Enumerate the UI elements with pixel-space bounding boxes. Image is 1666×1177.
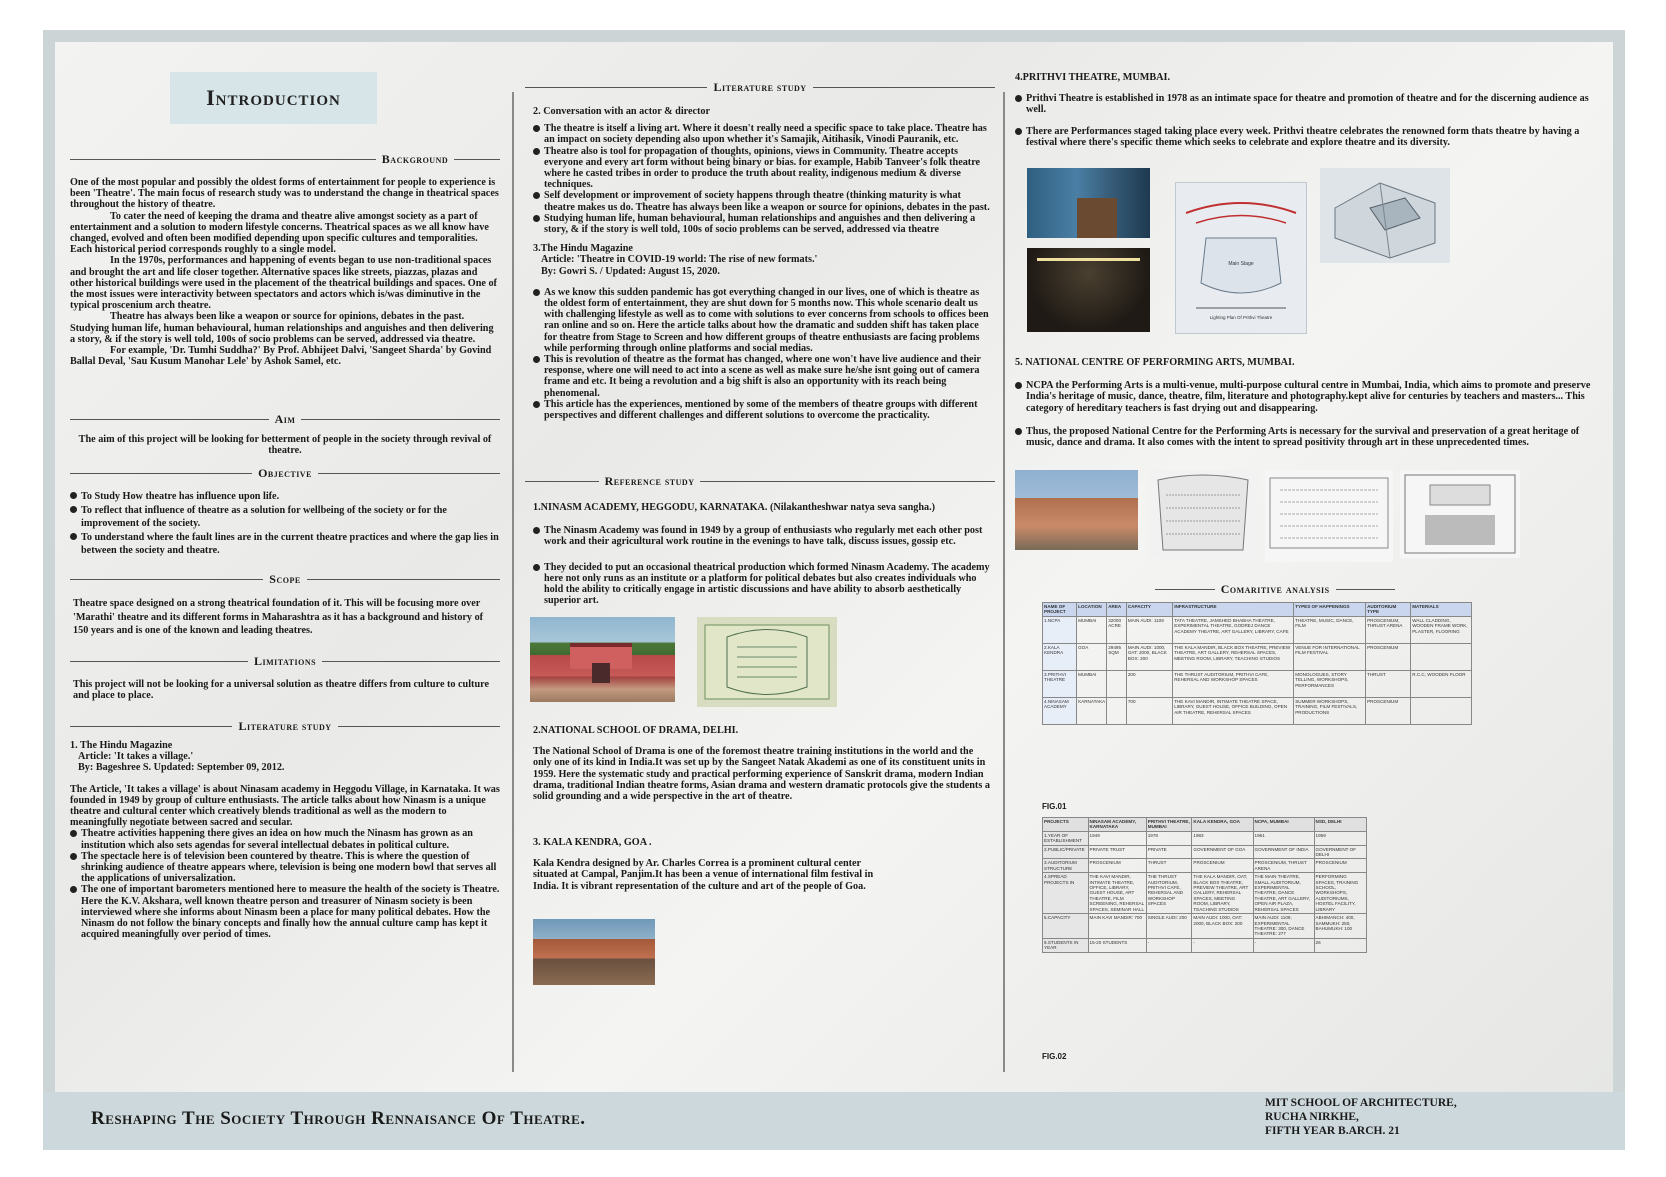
ref-r2-title: 2.NATIONAL SCHOOL OF DRAMA, DELHI. [533,725,739,736]
table-cell: THRUST [1366,670,1411,697]
stage-lights [1037,258,1140,261]
background-para: In the 1970s, performances and happening of events began to use non-traditional spaces and brought the art and life closer together. Alternative spaces like streets, piazzas, plazas and other historical buildings were used in the placement of the theatrical buildings and spaces. One of the most issues were interactivity between spectators and actors which is/was diminutive in the typical proscenium arch theatre. [70,255,497,312]
table-header-cell: KALA KENDRA, GOA [1192,818,1253,832]
table-cell: PROSCENIUM [1366,643,1411,670]
divider [338,726,500,727]
comparative-table-2 [1042,817,1367,953]
ncpa-text [1015,357,1605,448]
objective-item: To Study How theatre has influence upon life. [70,490,500,504]
ncpa-seating-plan-2 [1265,470,1393,562]
lit1-item: The spectacle here is of television been countered by theatre. This is where the question of shrinking audience of theatre appears where, television is being one modern bowl that serves all the applications of universalization. [70,851,500,885]
table-cell: 1961 [1253,831,1314,845]
table-header-cell: MATERIALS [1411,603,1472,617]
objective-heading-row [70,466,500,481]
table-cell: 1.YEAR OF ESTABLISHMENT [1043,831,1089,845]
table-cell: THE KALA MANDIR, BLACK BOX THEATRE, PREVIEW THEATRE, ART GALLERY, REHERSAL SPACES, MEETING ROOM, LIBRARY, TEACHING STUDIOS [1173,643,1294,670]
divider [301,419,500,420]
table-cell: THE THRUST AUDITORIUM, PRITHVI CAFE, REHERSAL AND WORKSHOP SPACES [1173,670,1294,697]
poster-footer [43,1092,1625,1150]
table-cell: GOVERNMENT OF DELHI [1314,845,1366,859]
comparative-table-1 [1042,602,1472,725]
divider [1155,589,1215,590]
prithvi-interior-photo [1027,248,1150,332]
table-cell: THE KAVI MANDIR, INTIMATE THEATRE, OFFICE, LIBRARY, GUEST HOUSE, ART THEATRE, FILM SCREENING, REHERSAL SPACES, SEMINAR HALL [1088,873,1146,914]
lit1-item: Theatre activities happening there gives an idea on how much the Ninasm has grown as an institution which also sets agendas for several intellectual debates in political culture. [70,828,500,850]
column-introduction [55,42,515,1092]
lit2-sub2: By: Gowri S. / Updated: August 15, 2020. [541,265,720,277]
table-cell: MAIN AUDI: 1000, OAT: 2000, BLACK BOX: 200 [1126,643,1172,670]
table-cell: GOVERNMENT OF INDIA [1253,845,1314,859]
table-cell: PERFORMING SPACES, TRAINING SCHOOL, WORKSHOPS, AUDITORIUMS, HOSTEL FACILITY, LIBRARY [1314,873,1366,914]
building-entrance [1077,198,1117,238]
divider [1336,589,1396,590]
table-cell: PROSCENIUM [1366,697,1411,724]
ref-r3-text: Kala Kendra designed by Ar. Charles Correa is a prominent cultural center situated at Campal, Panjim.It has been a venue of international film festival in India. It is vibrant representation of the culture and art of the people of Goa. [533,858,874,892]
objective-item: To reflect that influence of theatre as a solution for wellbeing of the society or for the improvement of the society. [70,504,500,531]
table-cell [1411,643,1472,670]
plan-svg [697,617,837,707]
lit2-item: This article has the experiences, mentioned by some of the members of theatre groups with different perspectives and different challenges and different solutions to overcome the practicality. [533,399,993,421]
fig-02-label: FIG.02 [1042,1052,1067,1061]
table-cell: MUMBAI [1077,616,1107,643]
ref-text-3 [533,837,893,892]
table-cell: - [1253,938,1314,952]
prithvi-title: 4.PRITHVI THEATRE, MUMBAI. [1015,72,1170,83]
ncpa-seating-plan-3 [1400,470,1520,558]
kala-kendra-photo [533,919,655,985]
lit1-heading: Literature study [238,719,332,733]
objective-item: To understand where the fault lines are in the current theatre practices and where the gap lies in between the society and theatre. [70,531,500,558]
table-cell: MAIN KAVI MANDIR: 700 [1088,914,1146,939]
seating-svg [1148,470,1258,558]
isometric-svg [1320,168,1450,263]
table-cell: 6.STUDENTS IN YEAR [1043,938,1089,952]
table-row [1043,616,1472,643]
table-header-cell: AREA [1107,603,1127,617]
plan-outline [705,625,829,699]
lighting-arc [1186,203,1296,213]
divider [318,473,500,474]
table-header-cell: INFRASTRUCTURE [1173,603,1294,617]
ncpa-item: Thus, the proposed National Centre for the Performing Arts is necessary for the survival and preservation of a great heritage of music, dance and drama. It also comes with the intent to spread positivity through art in these unprecedented times. [1015,426,1605,448]
stage-block [1430,485,1490,505]
column-divider [512,92,514,1072]
background-para: To cater the need of keeping the drama and theatre alive amongst society as a part of entertainment and a solution to modern lifestyle concerns. Theatrical spaces as we all know have changed, evolved and often been modified depending upon specific cultures and temporalities. Each historical period corresponds roughly to a single model. [70,210,489,256]
ref-r1-item: The Ninasm Academy was found in 1949 by a group of enthusiasts who regularly met each other post work and their agricultural work routine in the evenings to have talk, discuss issues, gossip etc. [533,525,993,547]
table-cell: 200 [1126,670,1172,697]
intro-title: Introduction [206,85,341,110]
fig-01-label: FIG.01 [1042,802,1067,811]
table-header-cell: LOCATION [1077,603,1107,617]
table-cell: 1.NCPA [1043,616,1077,643]
lit1-text [70,740,500,940]
ref-text-2 [533,725,993,802]
table-cell: 1959 [1314,831,1366,845]
table-row [1043,697,1472,724]
table-row [1043,938,1367,952]
table-cell: 26 [1314,938,1366,952]
lit2-sub2: 3.The Hindu Magazine [533,243,633,255]
table-cell: 1978 [1146,831,1192,845]
table-cell: 1983 [1192,831,1253,845]
table-cell: ABHIMANCH: 400, SAMMUKH: 250, BAHUMUKH: 100 [1314,914,1366,939]
lit2-sub1: 2. Conversation with an actor & director [533,106,711,117]
divider [70,159,376,160]
table-row [1043,845,1367,859]
table-cell: PROSCENIUM [1192,859,1253,873]
ninasm-academy-photo [530,617,675,702]
intro-title-box [170,72,377,124]
column-case-studies [1010,42,1610,1092]
table-cell [1107,670,1127,697]
table-cell [1107,697,1127,724]
table-cell: SUMMER WORKSHOPS, TRAINING, FILM FESTIVALS, PRODUCTIONS [1294,697,1366,724]
table-cell: PRIVATE [1146,845,1192,859]
column-literature [525,42,995,1092]
background-heading: Background [381,152,449,166]
aim-heading: Aim [274,412,296,426]
comparative-heading: Comaritive analysis [1220,582,1330,596]
poster-paper [55,42,1613,1092]
background-para: For example, 'Dr. Tumhi Suddha?' By Prof. Abhijeet Dalvi, 'Sangeet Sharda' by Govind Ballal Deval, 'Sau Kusum Manohar Lele' by Ashok Samel, etc. [70,345,492,368]
table-cell: THRUST [1146,859,1192,873]
poster-sheet [43,30,1625,1150]
table-cell: 4.SPREAD PROJECTS IN [1043,873,1089,914]
table-cell: PROSCENIUM, THRUST ARENA [1253,859,1314,873]
table-header-cell: PROJECTS [1043,818,1089,832]
scope-text: Theatre space designed on a strong theatrical foundation of it. This will be focusing more over 'Marathi' theatre and its different forms in Maharashtra as it has a background and history of 150 years and is one of the known and leading theatres. [73,598,484,636]
comparative-heading-row [1155,582,1475,597]
ref-r1-item: They decided to put an occasional theatrical production which formed Ninasm Academy. The academy here not only runs as an institute or a platform for political debates but also creates individuals who hold the ability to critically engage in artistic discussions and have ability to absorb aesthetically superior art. [533,562,993,607]
table-cell: 2.PUBLIC/PRIVATE [1043,845,1089,859]
ncpa-photo [1015,470,1138,550]
lit1-item: The one of important barometers mentioned here to measure the health of the society is Theatre. Here the K.V. Akshara, well known theatre person and treasurer of Ninasm society is been interviewed where she informs about Ninasm been a place for many political debates. How the Ninasm do not follow the binary concepts and finally how the annual culture camp has kept it acquired meaningfully over period of times. [70,884,500,940]
lit1-source: 1. The Hindu Magazine [70,740,173,751]
table-header-cell: NCPA, MUMBAI [1253,818,1314,832]
divider [70,419,269,420]
table-header-row [1043,603,1472,617]
background-para: Theatre has always been like a weapon or source for opinions, debates in the past. Studying human life, human behavioural, human relationships and anguishes and then delivering a story, & if the story is well told, 100s of socio problems can be served, addressed via theatre. [70,311,494,345]
limitations-text: This project will not be looking for a universal solution as theatre differs from culture to culture and place to place. [73,679,489,702]
lit2-item: This is revolution of theatre as the format has changed, where one won't have live audience and their response, where one will need to act into a scene as well as make sure he/she isnt going out of camera frame and etc. It being a revolution and a big shift is also an opportunity with its reach being phenomenal. [533,354,993,399]
table-cell: THE KALA MANDIR, OAT, BLACK BOX THEATRE, PREVIEW THEATRE, ART GALLERY, REHERSAL SPACES, MEETING ROOM, LIBRARY, TEACHING STUDIOS [1192,873,1253,914]
ncpa-seating-plan-1 [1148,470,1258,558]
project-title: Reshaping The Society Through Rennaisance Of Theatre. [91,1108,586,1129]
table-cell: PROSCENIUM, THRUST ARENA [1366,616,1411,643]
seating-svg [1265,470,1393,562]
limitations-heading: Limitations [253,654,317,668]
credits [1265,1096,1457,1138]
lit1-para: The Article, 'It takes a village' is about Ninasam academy in Heggodu Village, in Karnataka. It was founded in 1949 by group of culture enthusiasts. The article talks about how Ninasm is a unique theatre and cultural center which creatively blends traditional as well as the modern to meaningfully negotiate between sacred and secular. [70,783,500,829]
table-cell: - [1192,938,1253,952]
table-cell: 32000 ACRE [1107,616,1127,643]
table-cell: 4.NINASAM ACADEMY [1043,697,1077,724]
ref-heading: Reference study [604,474,695,488]
credit-line: RUCHA NIRKHE, [1265,1111,1359,1123]
objective-heading: Objective [258,466,312,480]
lighting-plan-svg [1176,183,1306,333]
plan-stage-label: Main Stage [1228,261,1254,267]
table-header-cell: AUDITORIUM TYPE [1366,603,1411,617]
table-row [1043,914,1367,939]
table-header-row [1043,818,1367,832]
table-cell: 15-20 STUDENTS [1088,938,1146,952]
table-cell: TATA THEATRE, JAMSHED BHABHA THEATRE, EXPERIMENTAL THEATRE, GODREJ DANCE ACADEMY THEATRE, ART GALLERY, LIBRARY, CAFE [1173,616,1294,643]
lit2-item: The theatre is itself a living art. Where it doesn't really need a specific space to take place. Theatre has an impact on society depending also upon whether it's Samajik, Aitihasik, Vinodi Pauranik, etc. [533,123,993,145]
lit2-item: As we know this sudden pandemic has got everything changed in our lives, one of which is theatre as the oldest form of entertainment, they are shut down for 5 months now. This whole scenario dealt us with challenging lifestyle as well as to come with solutions to ever concerns from schools to offices been ran online and so on. Here the article talks about how the dramatic and sudden shift has taken place for theatre from Stage to Screen and how different groups of theatre enthusiasts are facing problems while performing through online platforms and social medias. [533,287,993,354]
objective-list [70,490,500,558]
table-cell: THE KAVI MANDIR, INTIMATE THEATRE SPACE, LIBRARY, GUEST HOUSE, OFFICE BUILDING, OPEN AIR THEATRE, REHERSAL SPACES [1173,697,1294,724]
table-cell: SINGLE AUDI: 200 [1146,914,1192,939]
table-cell: R.C.C, WOODEN FLOOR [1411,670,1472,697]
table-cell: THEATRE, MUSIC, DANCE, FILM [1294,616,1366,643]
lit2-heading: Literature study [713,80,807,94]
prithvi-exterior-photo [1027,168,1150,238]
limitations-heading-row [70,654,500,669]
ninasm-plan-drawing [697,617,837,707]
table-header-cell: NINASAM ACADEMY, KARNATAKA [1088,818,1146,832]
table-cell: 2.KALA KENDRA [1043,643,1077,670]
aim-heading-row [70,412,500,427]
prithvi-text [1015,72,1605,148]
ref-r1-title: 1.NINASM ACADEMY, HEGGODU, KARNATAKA. (Nilakantheshwar natya seva sangha.) [533,502,936,513]
divider [70,473,252,474]
seat-block [1425,515,1495,545]
table-cell: PROSCENIUM [1314,859,1366,873]
ref-r3-title: 3. KALA KENDRA, GOA . [533,837,652,848]
prithvi-item: Prithvi Theatre is established in 1978 as an intimate space for theatre and promotion of theatre and for the discerning audience as well. [1015,93,1605,115]
table-cell: MAIN AUDI: 1109 [1126,616,1172,643]
lit2-heading-row [525,80,995,95]
table-row [1043,831,1367,845]
table-cell: WALL CLADDING, WOODEN FRAME WORK, PLASTER, FLOORING [1411,616,1472,643]
table-cell: 1949 [1088,831,1146,845]
divider [307,579,500,580]
divider [70,579,263,580]
ref-text-1 [533,502,993,606]
seating-svg [1400,470,1520,558]
lit1-heading-row [70,719,500,734]
ncpa-title: 5. NATIONAL CENTRE OF PERFORMING ARTS, MUMBAI. [1015,357,1295,368]
table-header-cell: PRITHVI THEATRE, MUMBAI [1146,818,1192,832]
ref-r2-text: The National School of Drama is one of the foremost theatre training institutions in the world and the only one of its kind in India.It was set up by the Sangeet Natak Akademi as one of its constituent units in 1959. Here the systematic study and practical performing experience of Sanskrit drama, modern Indian drama, traditional Indian theatre forms, Asian drama and western dramatic protocols give the students a solid grounding and a wide perspective in the art of theatre. [533,746,990,803]
ncpa-item: NCPA the Performing Arts is a multi-venue, multi-purpose cultural centre in Mumbai, India, which aims to promote and preserve India's heritage of music, dance, theatre, film, literature and photography.kept alive for centuries by teachers and masters... This category of hereditary teachers is fast drying out and disappearing. [1015,380,1605,414]
table-row [1043,643,1472,670]
lit2-item: Self development or improvement of society happens through theatre (thinking maturity is what theatre makes us do. Theatre has always been like a weapon or source for opinions, debates in the past. [533,190,993,212]
divider [70,726,232,727]
lit2-item: Theatre also is tool for propagation of thoughts, opinions, views in Community. Theatre accepts everyone and every art form without being binary or bias. for example, Habib Tanveer's folk theatre where he casted tribes in order to produce the truth about reality, indigenous medium & diverse techniques. [533,146,993,191]
table-row [1043,670,1472,697]
divider [454,159,500,160]
table-cell: GOVERNMENT OF GOA [1192,845,1253,859]
lit1-source: By: Bageshree S. Updated: September 09, 2012. [78,762,285,774]
divider [525,481,599,482]
table-row [1043,873,1367,914]
column-divider [1003,92,1005,1072]
table-header-cell: TYPES OF HAPPENINGS [1294,603,1366,617]
table-cell: 700 [1126,697,1172,724]
lit1-source: Article: 'It takes a village.' [78,751,194,763]
background-heading-row [70,152,500,167]
aim-text: The aim of this project will be looking for betterment of people in the society through revival of theatre. [78,434,492,457]
table-cell: MONOLOGUES, STORY TELLING, WORKSHOPS, PERFORMANCES [1294,670,1366,697]
table-cell: - [1146,938,1192,952]
divider [813,87,995,88]
ref-heading-row [525,474,995,489]
credit-line: MIT SCHOOL OF ARCHITECTURE, [1265,1097,1457,1109]
table-cell: VENUE FOR INTERNATIONAL FILM FESTIVAL [1294,643,1366,670]
table-cell: MAIN AUDI: 1000, OAT: 2000, BLACK BOX: 200 [1192,914,1253,939]
lit2-sub2: Article: 'Theatre in COVID-19 world: The rise of new formats.' [541,254,818,266]
table-cell: THE THRUST AUDITORIUM, PRITHVI CAFE, REHERSAL AND WORKSHOP SPACES [1146,873,1192,914]
table-cell: PROSCENIUM [1088,859,1146,873]
table-cell: 3.AUDITORIUM STRUCTURE [1043,859,1089,873]
divider [525,87,707,88]
divider [322,661,500,662]
plan-caption: Lighting Plan Of Prithvi Theatre [1209,315,1273,320]
table-cell: THE MAIN THEATRE, SMALL AUDITORIUM, EXPERIMENTAL THEATRE, DANCE THEATRE, ART GALLERY, OPEN AIR PLAZA, REHERSAL SPACES [1253,873,1314,914]
prithvi-item: There are Performances staged taking place every week. Prithvi theatre celebrates the renowned form thats theatre by having a festival where there's specific theme which seeks to celebrate and explore theatre and its diversity. [1015,126,1605,148]
background-text [70,177,500,367]
table-cell: 5.CAPACITY [1043,914,1089,939]
background-para: One of the most popular and possibly the oldest forms of entertainment for people to experience is been 'Theatre'. The main focus of research study was to understand the change in theatrical spaces throughout the history of theatre. [70,177,499,211]
lit2-item: Studying human life, human behavioural, human relationships and anguishes and then delivering a story, & if the story is well told, 100s of socio problems can be served, addressed via theatre [533,213,993,235]
table-header-cell: CAPACITY [1126,603,1172,617]
table-cell: GOA [1077,643,1107,670]
table-cell: 3.PRITHVI THEATRE [1043,670,1077,697]
doorway [592,663,610,683]
table-cell: 29495 SQM [1107,643,1127,670]
table-header-cell: NAME OF PROJECT [1043,603,1077,617]
table-cell: MUMBAI [1077,670,1107,697]
table-cell: KARNATAKA [1077,697,1107,724]
table-cell [1411,697,1472,724]
table-cell: MAIN AUDI: 1109, EXPERIMENTAL THEATRE: 300, DANCE THEATRE: 277 [1253,914,1314,939]
prithvi-lighting-plan [1175,182,1307,334]
seating-outline [1158,475,1248,550]
divider [700,481,995,482]
lit2-text [533,106,993,421]
prithvi-isometric-drawing [1320,168,1450,263]
table-cell: PRIVATE TRUST [1088,845,1146,859]
scope-heading-row [70,572,500,587]
credit-line: FIFTH YEAR B.ARCH. 21 [1265,1125,1400,1137]
table-row [1043,859,1367,873]
divider [70,661,248,662]
table-header-cell: NSD, DELHI [1314,818,1366,832]
lighting-arc [1196,216,1286,224]
scope-heading: Scope [269,572,301,586]
